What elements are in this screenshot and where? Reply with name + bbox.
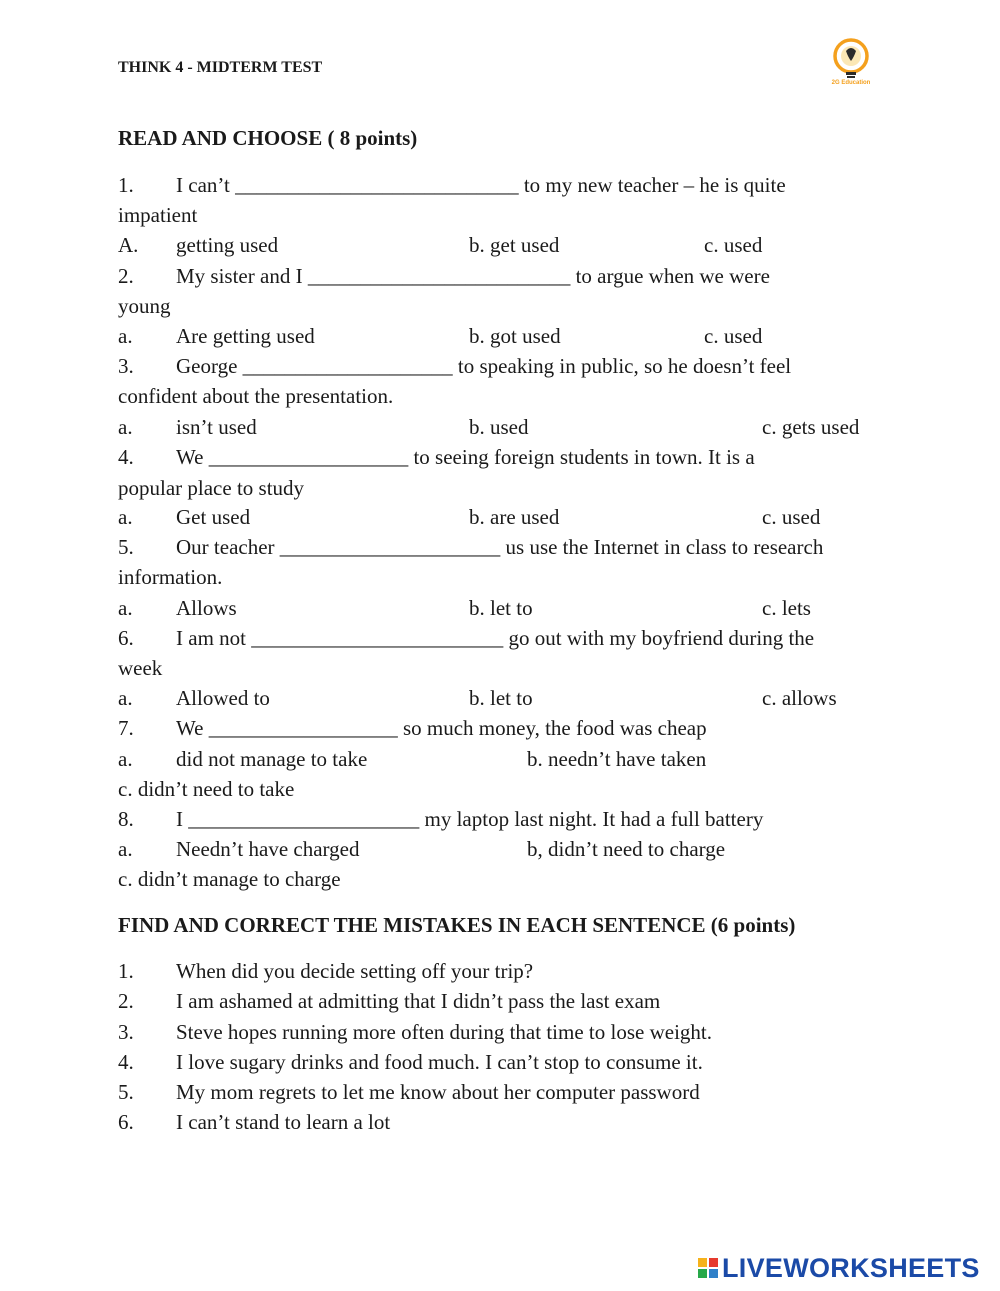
liveworksheets-logo-icon [698,1258,718,1278]
liveworksheets-watermark [698,1252,992,1284]
logo-caption: 2G Education [831,80,871,86]
section-title-find-and-correct: FIND AND CORRECT THE MISTAKES IN EACH SENTENCE (6 points) [118,913,796,937]
question-continuation: popular place to study [118,476,305,500]
question-continuation: information. [118,565,223,589]
question-continuation: young [118,294,171,318]
question-continuation: impatient [118,203,198,227]
question-continuation: confident about the presentation. [118,384,394,408]
liveworksheets-brand: LIVEWORKSHEETS [722,1252,980,1283]
option-continuation: c. didn’t manage to charge [118,867,341,891]
question-continuation: week [118,656,163,680]
lightbulb-icon [826,37,876,81]
2g-education-logo [826,37,876,93]
section-title-read-and-choose: READ AND CHOOSE ( 8 points) [118,126,418,150]
option-continuation: c. didn’t need to take [118,777,295,801]
document-header: THINK 4 - MIDTERM TEST [118,59,323,76]
